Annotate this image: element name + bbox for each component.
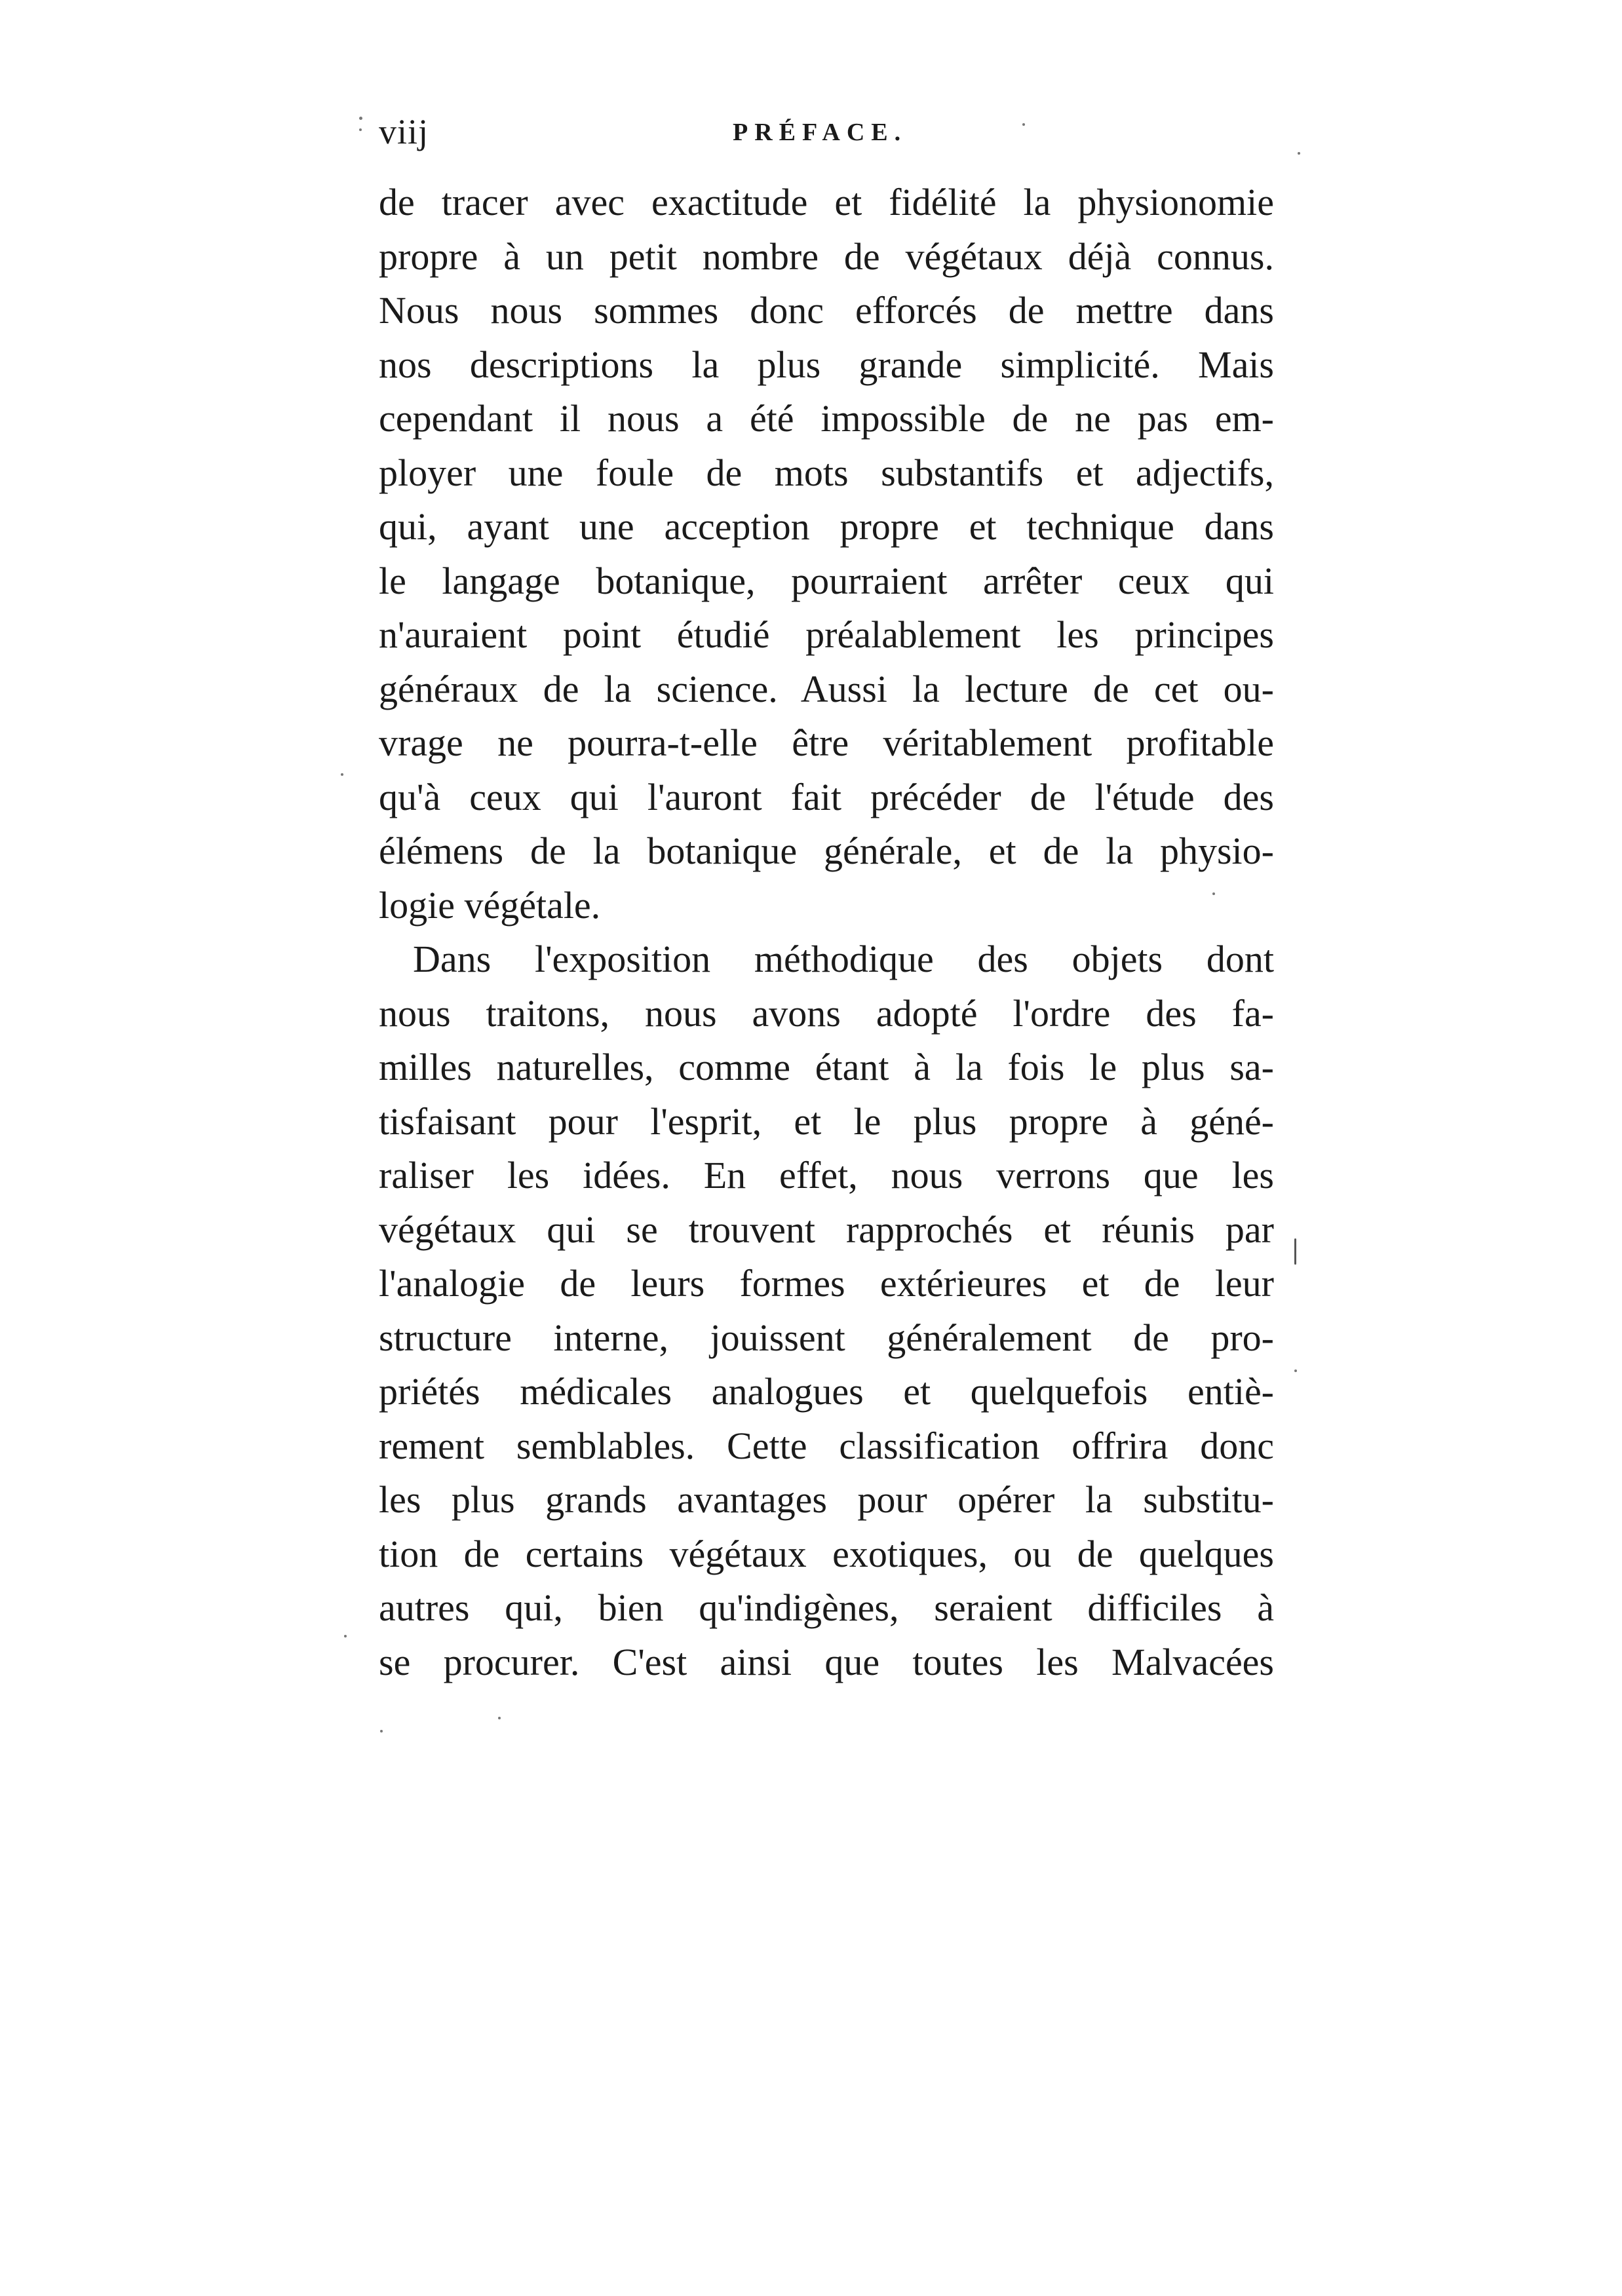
print-speck xyxy=(1212,892,1215,895)
text-line: élémens de la botanique générale, et de la physio- xyxy=(379,830,1274,872)
text-line: propre à un petit nombre de végétaux déjà connus. xyxy=(379,235,1274,278)
text-line: de tracer avec exactitude et fidélité la physionomie xyxy=(379,181,1274,223)
print-speck xyxy=(1294,1369,1297,1372)
text-line: n'auraient point étudié préalablement les principes xyxy=(379,613,1274,656)
print-speck xyxy=(341,773,343,776)
print-speck xyxy=(344,1635,347,1637)
text-line: Nous nous sommes donc efforcés de mettre dans xyxy=(379,289,1274,332)
text-line: ployer une foule de mots substantifs et adjectifs, xyxy=(379,451,1274,494)
print-speck xyxy=(1022,123,1025,126)
text-line: qui, ayant une acception propre et technique dans xyxy=(379,505,1274,548)
text-line: rement semblables. Cette classification offrira donc xyxy=(379,1424,1274,1467)
text-line: logie végétale. xyxy=(379,883,601,927)
print-speck xyxy=(359,117,362,120)
text-line: nous traitons, nous avons adopté l'ordre des fa- xyxy=(379,991,1274,1035)
text-line: tion de certains végétaux exotiques, ou de quelques xyxy=(379,1532,1274,1575)
text-line: autres qui, bien qu'indigènes, seraient difficiles à xyxy=(379,1586,1274,1629)
text-line: qu'à ceux qui l'auront fait précéder de l'étude des xyxy=(379,775,1274,818)
text-line: végétaux qui se trouvent rapprochés et réunis par xyxy=(379,1208,1274,1251)
text-line: l'analogie de leurs formes extérieures et de leur xyxy=(379,1262,1274,1305)
paragraph-1 xyxy=(379,176,1274,932)
page-number: viij xyxy=(379,112,429,151)
paragraph-2 xyxy=(379,932,1274,1689)
print-speck xyxy=(359,128,362,131)
running-head xyxy=(379,104,1274,163)
print-speck xyxy=(1298,152,1300,155)
text-line: milles naturelles, comme étant à la fois le plus sa- xyxy=(379,1046,1274,1088)
text-line: priétés médicales analogues et quelquefois entiè- xyxy=(379,1370,1274,1413)
text-line: raliser les idées. En effet, nous verrons que les xyxy=(379,1154,1274,1196)
print-speck xyxy=(380,1730,383,1732)
text-line: se procurer. C'est ainsi que toutes les Malvacées xyxy=(379,1640,1274,1683)
text-line: les plus grands avantages pour opérer la substitu- xyxy=(379,1478,1274,1521)
text-line: cependant il nous a été impossible de ne pas em- xyxy=(379,397,1274,440)
print-speck xyxy=(1294,1238,1296,1265)
text-line: tisfaisant pour l'esprit, et le plus propre à géné- xyxy=(379,1100,1274,1143)
text-line: vrage ne pourra-t-elle être véritablement profitable xyxy=(379,721,1274,764)
text-line: structure interne, jouissent généralement de pro- xyxy=(379,1316,1274,1359)
text-line: Dans l'exposition méthodique des objets dont xyxy=(413,938,1274,980)
running-title: PRÉFACE. xyxy=(733,119,908,146)
text-line: nos descriptions la plus grande simplicité. Mais xyxy=(379,343,1274,386)
text-line: le langage botanique, pourraient arrêter ceux qui xyxy=(379,559,1274,602)
body-text xyxy=(379,176,1274,1689)
print-speck xyxy=(498,1717,501,1719)
text-line: généraux de la science. Aussi la lecture de cet ou- xyxy=(379,667,1274,710)
